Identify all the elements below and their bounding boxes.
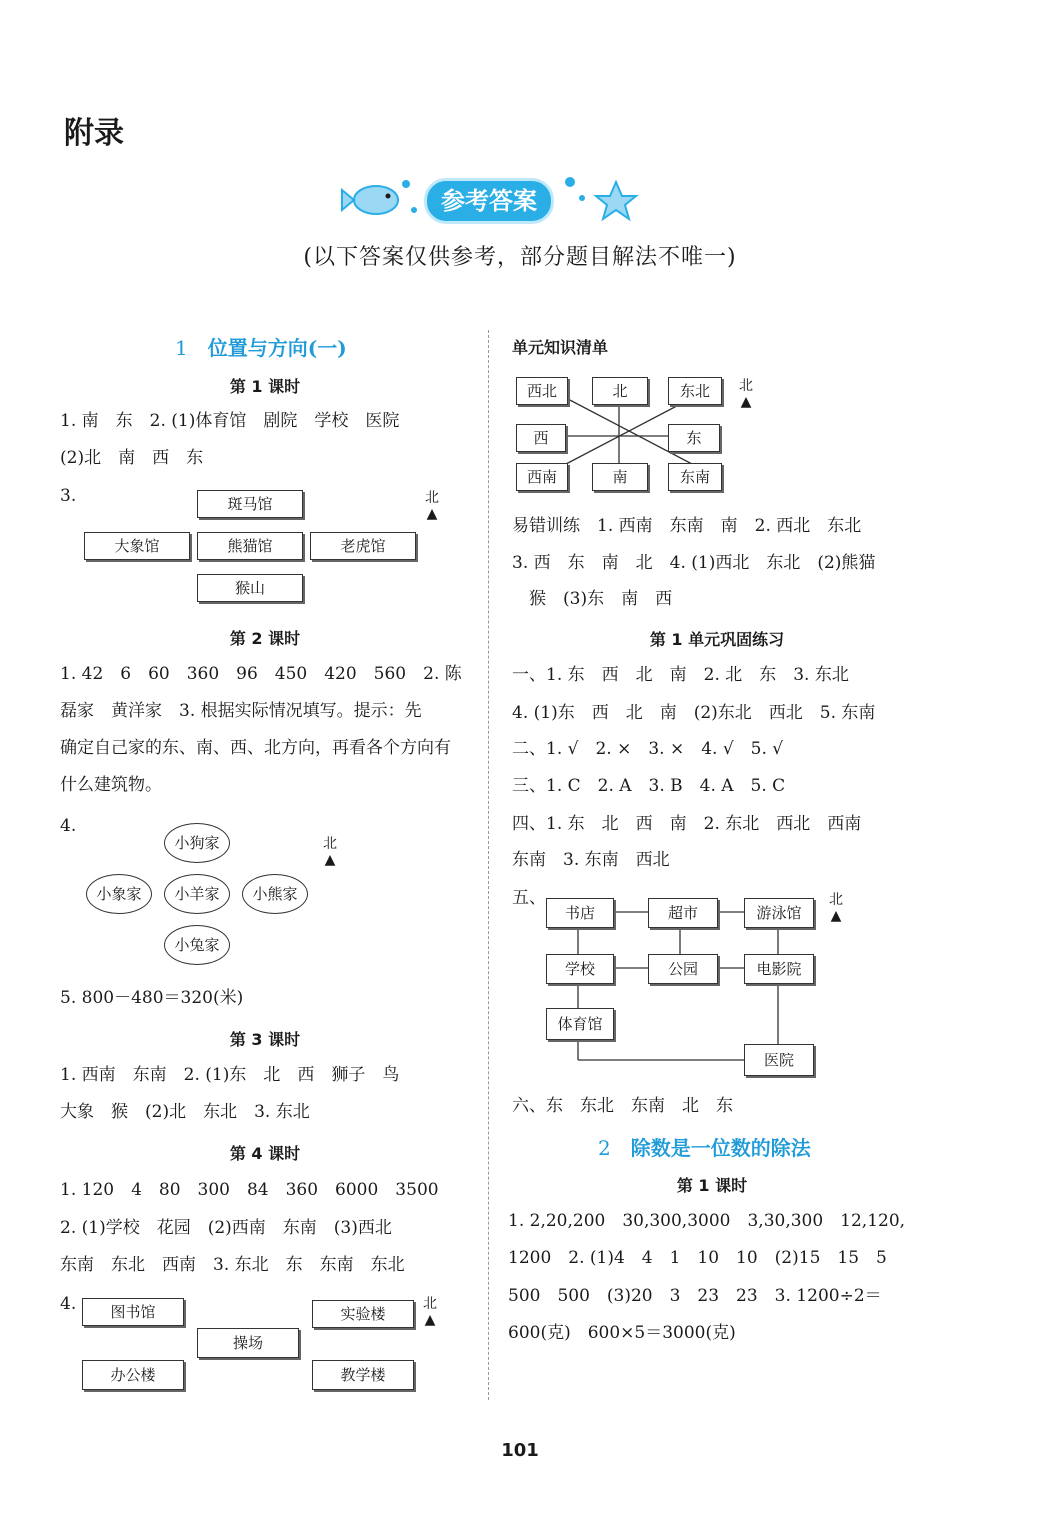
answer-line: 三、1. C 2. A 3. B 4. A 5. C [512,776,786,796]
subtitle: (以下答案仅供参考，部分题目解法不唯一) [303,245,737,270]
north-label: 北 [423,1296,437,1312]
north-label: 北 [829,892,843,908]
north-label: 北 [323,836,337,852]
answer-line: 5. 800－480＝320(米) [60,988,244,1008]
home-oval-top: 小狗家 [164,823,230,863]
campus-teaching: 教学楼 [312,1360,414,1390]
answer-line: 什么建筑物。 [60,775,162,795]
campus-lab: 实验楼 [312,1300,414,1328]
lesson-heading: 第 1 课时 [676,1176,748,1195]
compass-nw: 西北 [516,377,568,405]
answer-line: 猴 (3)东 南 西 [512,589,673,609]
north-label: 北 [425,490,439,506]
map-school: 学校 [546,954,614,984]
lesson-heading: 第 1 课时 [229,377,301,396]
map-pool: 游泳馆 [744,898,814,928]
section-heading-2 [598,1132,811,1161]
answer-line: 易错训练 1. 西南 东南 南 2. 西北 东北 [512,516,862,536]
compass-ne: 东北 [668,377,722,405]
map-park: 公园 [648,954,718,984]
section-label: 位置与方向(一) [207,336,347,360]
answer-line: 大象 猴 (2)北 东北 3. 东北 [60,1102,310,1122]
answer-line: 4. [60,1294,77,1314]
lesson-heading: 第 4 课时 [229,1144,301,1163]
checklist-heading: 单元知识清单 [512,338,609,357]
compass-w: 西 [516,424,566,452]
campus-office: 办公楼 [82,1360,184,1390]
answer-line: 4. [60,816,77,836]
answer-line: 四、1. 东 北 西 南 2. 东北 西北 西南 [512,814,862,834]
campus-field: 操场 [197,1328,299,1358]
map-cinema: 电影院 [744,954,814,984]
home-oval-center: 小羊家 [164,874,230,914]
answer-line: 东南 东北 西南 3. 东北 东 东南 东北 [60,1255,405,1275]
answer-line: 500 500 (3)20 3 23 23 3. 1200÷2＝ [508,1286,882,1306]
north-arrow-icon: 北 ▲ [425,490,439,522]
zoo-box-bottom: 猴山 [197,574,303,602]
north-arrow-icon: 北 ▲ [829,892,843,924]
answer-line: 磊家 黄洋家 3. 根据实际情况填写。提示：先 [60,701,422,721]
answer-line: 二、1. √ 2. × 3. × 4. √ 5. √ [512,739,784,759]
north-arrow-icon: 北 ▲ [323,836,337,868]
answer-line: 确定自己家的东、南、西、北方向，再看各个方向有 [60,738,451,758]
zoo-box-top: 斑马馆 [197,490,303,518]
compass-e: 东 [668,424,720,452]
page-number: 101 [501,1440,539,1461]
compass-s: 南 [592,463,648,491]
answer-line: 1. 南 东 2. (1)体育馆 剧院 学校 医院 [60,411,400,431]
answer-line: 东南 3. 东南 西北 [512,850,670,870]
page-title: 附录 [64,116,124,151]
map-gym: 体育馆 [546,1008,614,1040]
map-hospital: 医院 [744,1044,814,1076]
north-label: 北 [739,378,753,394]
compass-n: 北 [592,377,648,405]
compass-se: 东南 [668,463,722,491]
answer-line: 1. 西南 东南 2. (1)东 北 西 狮子 鸟 [60,1065,400,1085]
zoo-box-right: 老虎馆 [310,532,416,560]
section-number: 2 [598,1136,611,1160]
review-heading: 第 1 单元巩固练习 [649,630,785,649]
zoo-box-left: 大象馆 [84,532,190,560]
north-arrow-icon: 北 ▲ [739,378,753,410]
north-arrow-icon: 北 ▲ [423,1296,437,1328]
answer-line: 一、1. 东 西 北 南 2. 北 东 3. 东北 [512,665,849,685]
zoo-box-center: 熊猫馆 [197,532,303,560]
banner-label: 参考答案 [424,178,554,224]
lesson-heading: 第 3 课时 [229,1030,301,1049]
section-label: 除数是一位数的除法 [630,1136,811,1160]
compass-sw: 西南 [516,463,568,491]
answer-line: 3. [60,486,77,506]
answer-line: 五、 [512,888,546,908]
answer-line: 1200 2. (1)4 4 1 10 10 (2)15 15 5 [508,1248,887,1268]
answer-line: 1. 120 4 80 300 84 360 6000 3500 [60,1180,439,1200]
home-oval-left: 小象家 [86,874,152,914]
answer-line: 4. (1)东 西 北 南 (2)东北 西北 5. 东南 [512,703,876,723]
home-oval-right: 小熊家 [242,874,308,914]
answer-line: 2. (1)学校 花园 (2)西南 东南 (3)西北 [60,1218,392,1238]
campus-library: 图书馆 [82,1298,184,1326]
answer-line: (2)北 南 西 东 [60,448,204,468]
answer-line: 3. 西 东 南 北 4. (1)西北 东北 (2)熊猫 [512,553,876,573]
answer-line: 六、东 东北 东南 北 东 [512,1096,733,1116]
lesson-heading: 第 2 课时 [229,629,301,648]
map-bookstore: 书店 [546,898,614,928]
home-oval-bottom: 小兔家 [164,925,230,965]
section-number: 1 [175,336,188,360]
answer-line: 1. 42 6 60 360 96 450 420 560 2. 陈 [60,664,462,684]
answer-line: 600(克) 600×5＝3000(克) [508,1323,736,1343]
answer-line: 1. 2,20,200 30,300,3000 3,30,300 12,120, [508,1211,906,1231]
map-supermarket: 超市 [648,898,718,928]
